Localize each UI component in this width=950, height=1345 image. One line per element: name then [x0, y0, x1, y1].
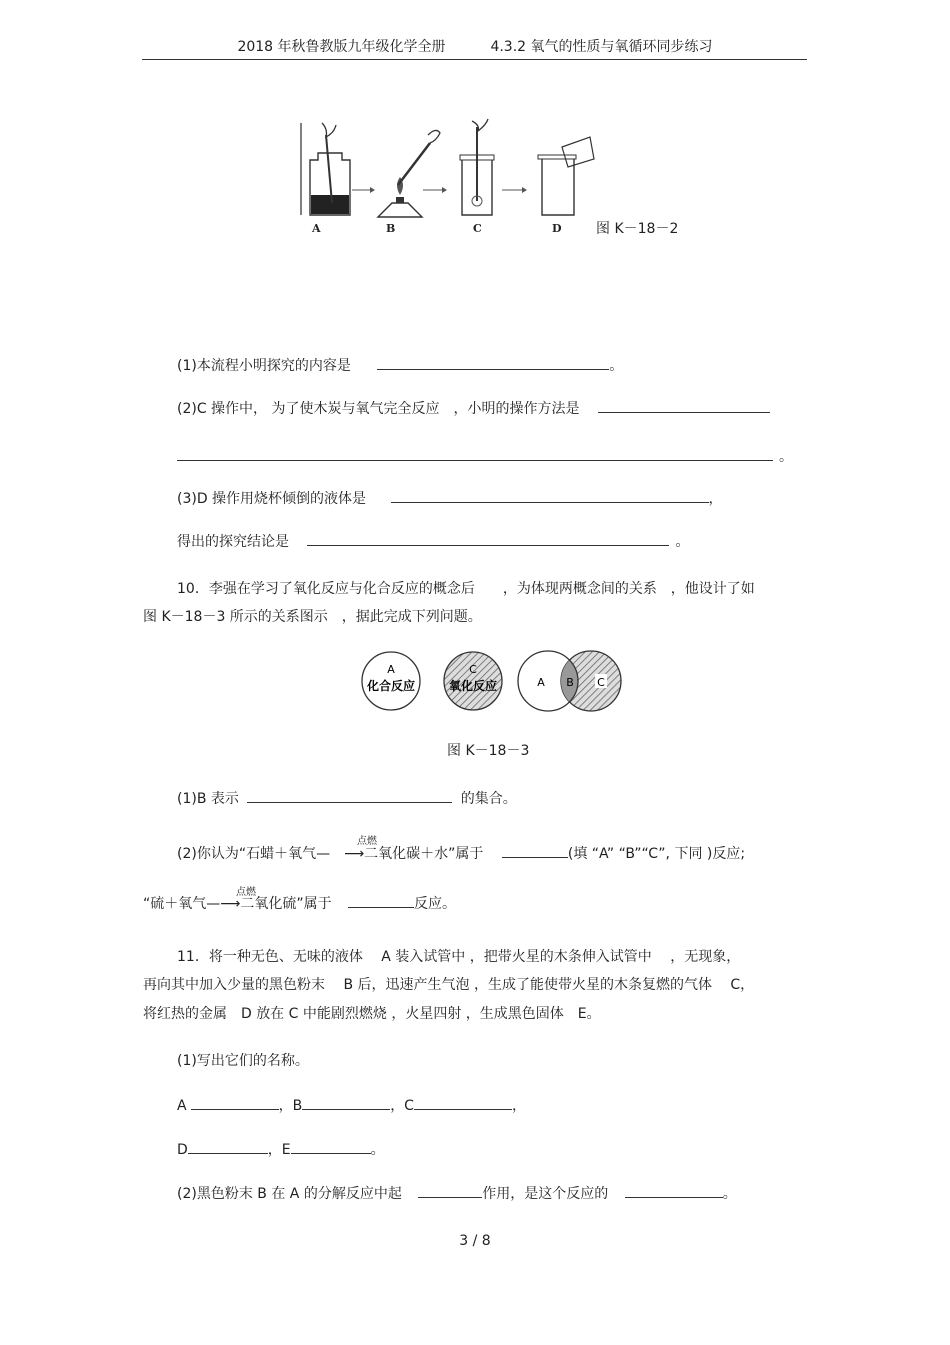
- q10-part1: (1)B 表示 的集合。: [177, 791, 517, 807]
- answer-blank[interactable]: [247, 790, 452, 803]
- header-rule: [142, 59, 807, 60]
- circle1-text: 化合反应: [366, 679, 416, 693]
- venn-label-b: B: [566, 676, 574, 689]
- header-title: 2018 年秋鲁教版九年级化学全册: [237, 39, 446, 55]
- circle2-text: 氧化反应: [448, 679, 498, 693]
- answer-blank[interactable]: [291, 1141, 371, 1154]
- q11-part2: (2)黑色粉末 B 在 A 的分解反应中起 作用，是这个反应的 。: [177, 1186, 737, 1202]
- answer-blank[interactable]: [377, 357, 609, 370]
- q9-part3: (3)D 操作用烧杯倾倒的液体是 ，: [177, 491, 723, 507]
- reaction-condition-1: 点燃: [357, 836, 377, 847]
- experiment-figure: [290, 115, 630, 245]
- figure-label-b: B: [386, 222, 396, 235]
- q10-part3: “硫＋氧气—⟶二氧化硫”属于 反应。: [143, 896, 457, 912]
- reaction-condition-2: 点燃: [236, 887, 256, 898]
- q10-line1: 10．李强在学习了氧化反应与化合反应的概念后 ，为体现两概念间的关系 ，他设计了如: [177, 581, 755, 597]
- circle1-letter: A: [387, 663, 395, 676]
- answer-blank[interactable]: [177, 448, 773, 461]
- q9-part2: (2)C 操作中， 为了使木炭与氧气完全反应 ，小明的操作方法是: [177, 398, 770, 418]
- lamp-b-illustration: [378, 130, 440, 217]
- bottle-a-illustration: [310, 123, 350, 215]
- venn-figure: [355, 648, 630, 716]
- answer-blank[interactable]: [502, 845, 568, 858]
- figure-label-a: A: [312, 222, 321, 235]
- answer-blank[interactable]: [348, 895, 414, 908]
- circle2-letter: C: [469, 663, 477, 676]
- answer-blank[interactable]: [191, 1097, 279, 1110]
- q11-line1: 11．将一种无色、无味的液体 A 装入试管中 ，把带火星的木条伸入试管中 ，无现象，: [177, 949, 741, 965]
- figure-label-d: D: [552, 222, 562, 235]
- answer-blank[interactable]: [418, 1185, 482, 1198]
- venn-label-a: A: [537, 676, 545, 689]
- q11-answers-de: D ，E 。: [177, 1142, 385, 1158]
- q11-part1: (1)写出它们的名称。: [177, 1053, 309, 1069]
- venn-caption: 图 K－18－3: [447, 743, 530, 759]
- answer-blank[interactable]: [625, 1185, 723, 1198]
- bottle-c-illustration: [460, 119, 494, 215]
- q10-part2: (2)你认为“石蜡＋氧气— ⟶二氧化碳＋水”属于 (填 “A” “B”“C”, 下同 )反应;: [177, 846, 746, 862]
- answer-blank[interactable]: [307, 533, 669, 546]
- figure-caption: 图 K－18－2: [596, 221, 679, 237]
- header-section: 4.3.2 氧气的性质与氧循环同步练习: [490, 39, 713, 55]
- q11-answers-abc: A ，B ，C ，: [177, 1098, 526, 1114]
- answer-blank[interactable]: [391, 490, 709, 503]
- figure-label-c: C: [473, 222, 482, 235]
- q10-line2: 图 K－18－3 所示的关系图示 ，据此完成下列问题。: [143, 609, 482, 625]
- q11-line3: 将红热的金属 D 放在 C 中能剧烈燃烧 ，火星四射 ，生成黑色固体 E。: [143, 1006, 601, 1022]
- q11-line2: 再向其中加入少量的黑色粉末 B 后，迅速产生气泡 ，生成了能使带火星的木条复燃的气体 C，: [143, 977, 755, 993]
- page-header: [0, 36, 950, 56]
- q9-part1: (1)本流程小明探究的内容是 。: [177, 358, 624, 374]
- answer-blank[interactable]: [188, 1141, 268, 1154]
- page-number: 3 / 8: [459, 1233, 491, 1249]
- bottle-d-illustration: [538, 137, 594, 215]
- venn-label-c: C: [597, 676, 605, 689]
- answer-blank[interactable]: [598, 400, 770, 413]
- q9-part4: 得出的探究结论是 。: [177, 534, 690, 550]
- q9-part2-cont: 。: [177, 446, 793, 466]
- answer-blank[interactable]: [414, 1097, 512, 1110]
- answer-blank[interactable]: [302, 1097, 390, 1110]
